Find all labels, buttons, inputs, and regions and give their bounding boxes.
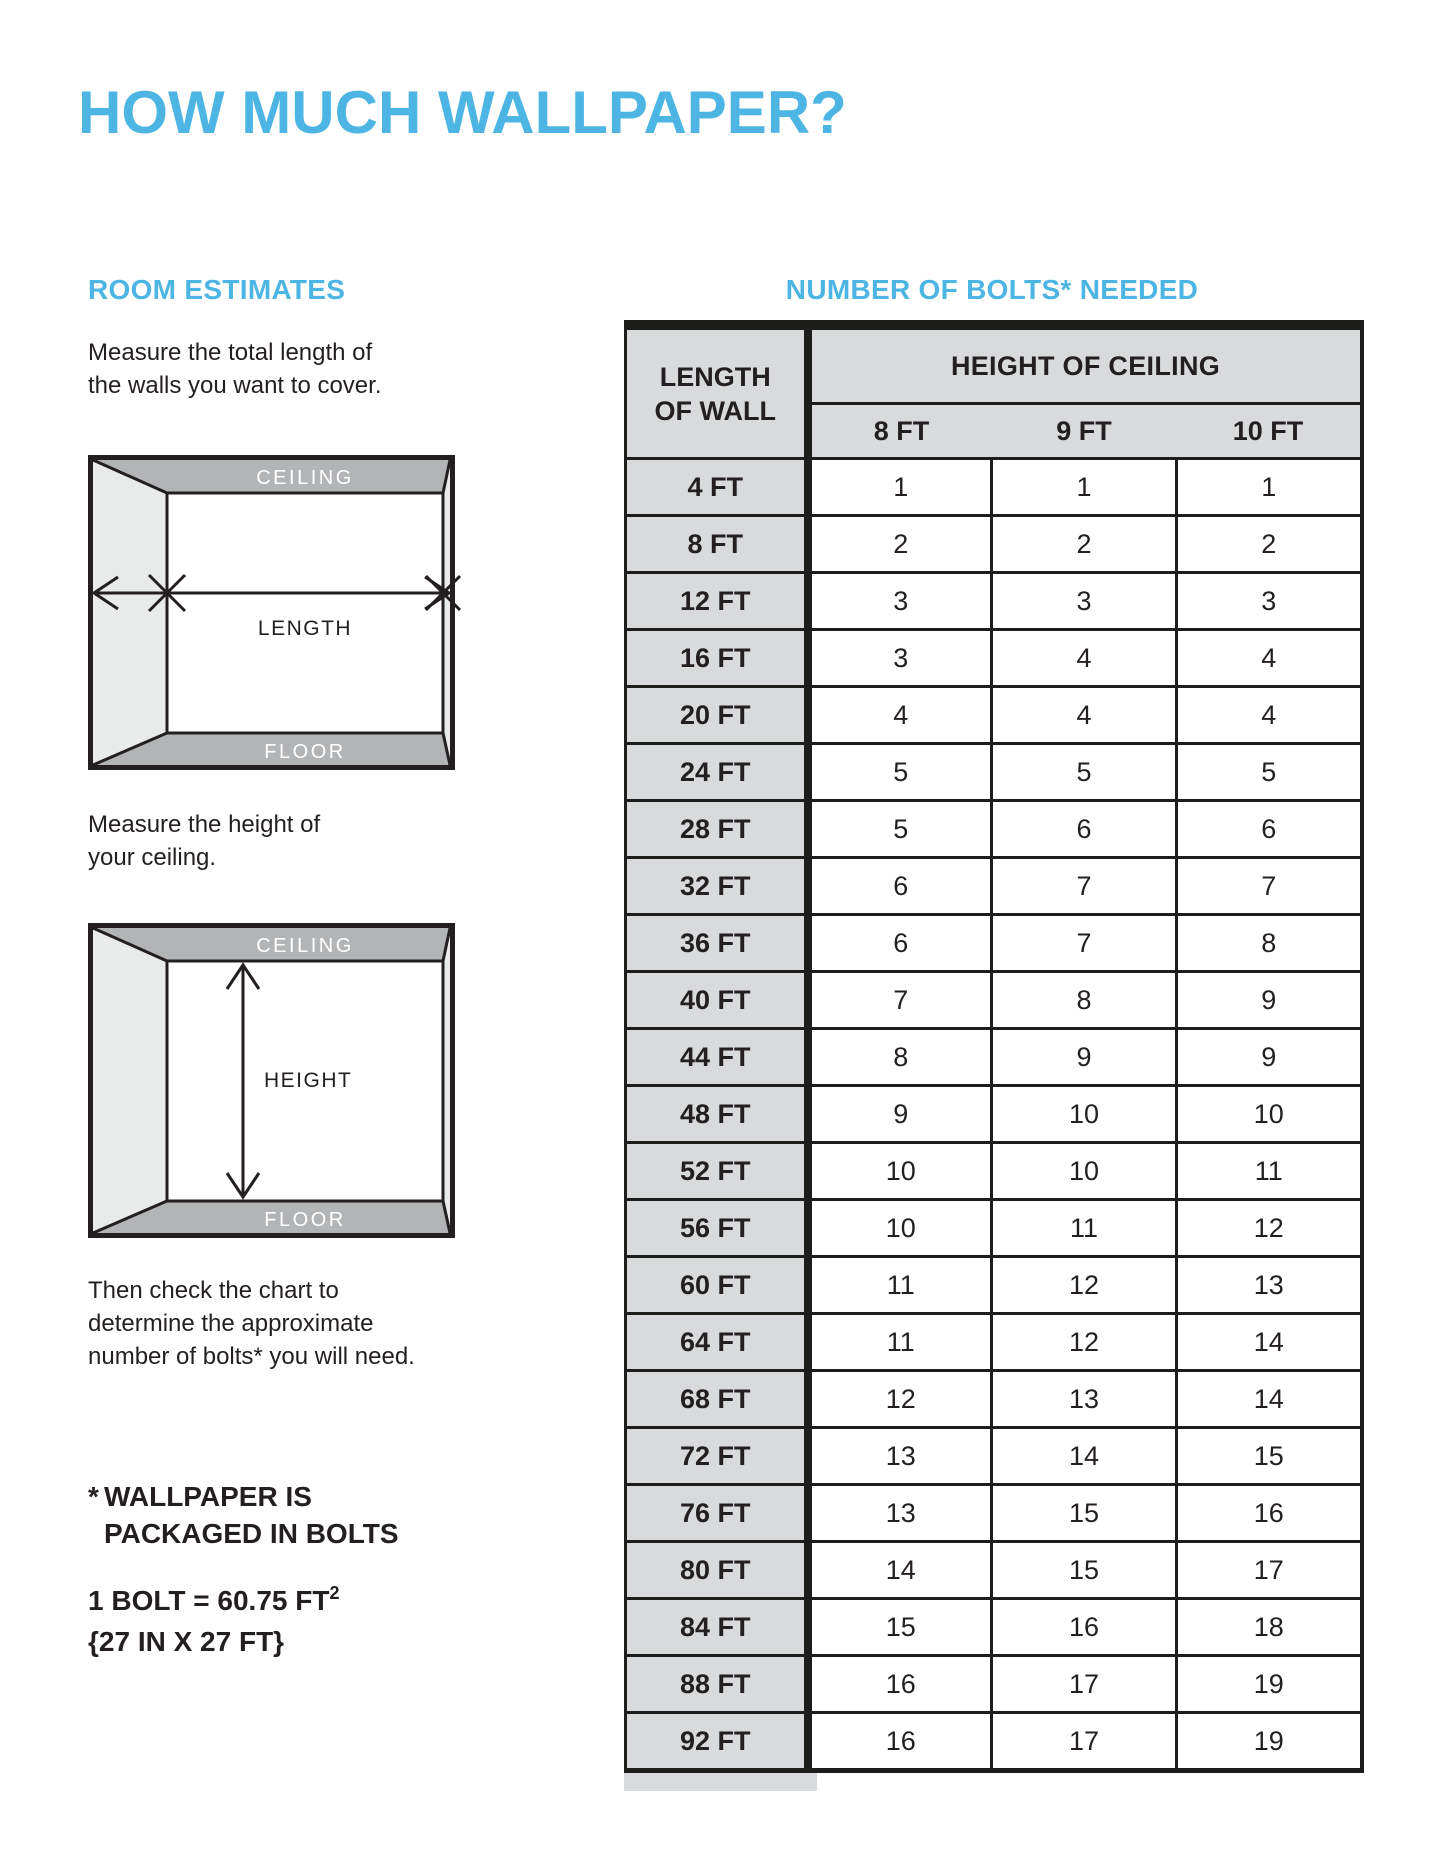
value-cell: 1	[992, 459, 1177, 516]
value-cell: 2	[1177, 516, 1362, 573]
table-row	[626, 1656, 1362, 1713]
value-cell: 5	[808, 801, 992, 858]
table-row	[626, 573, 1362, 630]
value-cell: 1	[808, 459, 992, 516]
length-room-diagram	[88, 455, 455, 770]
row-header-line1: LENGTH	[659, 361, 771, 392]
row-label-cell: 56 FT	[626, 1200, 808, 1257]
value-cell: 8	[992, 972, 1177, 1029]
value-cell: 16	[808, 1713, 992, 1771]
value-cell: 15	[992, 1485, 1177, 1542]
value-cell: 13	[808, 1485, 992, 1542]
table-row	[626, 801, 1362, 858]
step2-line2: your ceiling.	[88, 844, 217, 871]
value-cell: 12	[992, 1257, 1177, 1314]
value-cell: 13	[808, 1428, 992, 1485]
value-cell: 16	[992, 1599, 1177, 1656]
value-cell: 6	[808, 858, 992, 915]
row-label-cell: 40 FT	[626, 972, 808, 1029]
value-cell: 3	[808, 630, 992, 687]
row-label-cell: 68 FT	[626, 1371, 808, 1428]
step3-line1: Then check the chart to	[88, 1277, 339, 1304]
step3-line2: determine the approximate	[88, 1310, 374, 1337]
footnote-line2	[88, 1515, 399, 1552]
row-label-cell: 92 FT	[626, 1713, 808, 1771]
row-label-cell: 52 FT	[626, 1143, 808, 1200]
table-row	[626, 1371, 1362, 1428]
value-cell: 9	[1177, 1029, 1362, 1086]
row-label-cell: 4 FT	[626, 459, 808, 516]
value-cell: 4	[992, 630, 1177, 687]
value-cell: 13	[1177, 1257, 1362, 1314]
value-cell: 7	[992, 915, 1177, 972]
value-cell: 15	[1177, 1428, 1362, 1485]
value-cell: 14	[1177, 1371, 1362, 1428]
value-cell: 4	[808, 687, 992, 744]
step2-text	[88, 808, 320, 874]
value-cell: 8	[1177, 915, 1362, 972]
bolts-table-heading: NUMBER OF BOLTS* NEEDED	[785, 274, 1199, 305]
value-cell: 11	[808, 1314, 992, 1371]
table-row	[626, 1143, 1362, 1200]
bolt-definition	[88, 1582, 339, 1660]
row-label-cell: 64 FT	[626, 1314, 808, 1371]
value-cell: 2	[808, 516, 992, 573]
row-label-cell: 28 FT	[626, 801, 808, 858]
row-label-cell: 8 FT	[626, 516, 808, 573]
value-cell: 7	[992, 858, 1177, 915]
value-cell: 17	[992, 1656, 1177, 1713]
table-row	[626, 1200, 1362, 1257]
value-cell: 13	[992, 1371, 1177, 1428]
value-cell: 11	[992, 1200, 1177, 1257]
value-cell: 12	[992, 1314, 1177, 1371]
value-cell: 1	[1177, 459, 1362, 516]
value-cell: 3	[992, 573, 1177, 630]
value-cell: 6	[808, 915, 992, 972]
row-label-cell: 44 FT	[626, 1029, 808, 1086]
value-cell: 3	[1177, 573, 1362, 630]
value-cell: 10	[992, 1143, 1177, 1200]
column-header-9ft: 9 FT	[992, 404, 1177, 459]
row-header-cell	[626, 325, 808, 459]
value-cell: 15	[992, 1542, 1177, 1599]
length-room-svg	[88, 455, 455, 770]
back-wall-face	[167, 493, 443, 733]
value-cell: 17	[992, 1713, 1177, 1771]
row-label-cell: 48 FT	[626, 1086, 808, 1143]
row-label-cell: 76 FT	[626, 1485, 808, 1542]
height-room-diagram	[88, 923, 455, 1238]
value-cell: 9	[992, 1029, 1177, 1086]
table-row	[626, 1428, 1362, 1485]
bolts-table-wrap	[624, 320, 1360, 1773]
length-measure-label: LENGTH	[257, 617, 353, 640]
table-row	[626, 1029, 1362, 1086]
value-cell: 14	[808, 1542, 992, 1599]
table-row	[626, 1713, 1362, 1771]
bolts-table-body	[626, 459, 1362, 1771]
table-row	[626, 516, 1362, 573]
table-bottom-tab	[624, 1773, 817, 1791]
value-cell: 8	[808, 1029, 992, 1086]
bolt-equation-superscript: 2	[329, 1583, 340, 1603]
value-cell: 12	[1177, 1200, 1362, 1257]
table-header-row	[626, 325, 1362, 404]
asterisk: *	[88, 1481, 99, 1512]
table-row	[626, 630, 1362, 687]
group-header-cell: HEIGHT OF CEILING	[808, 325, 1362, 404]
bolts-footnote	[88, 1478, 399, 1552]
table-row	[626, 687, 1362, 744]
table-row	[626, 1599, 1362, 1656]
step3-line3: number of bolts* you will need.	[88, 1343, 415, 1370]
value-cell: 2	[992, 516, 1177, 573]
value-cell: 9	[1177, 972, 1362, 1029]
value-cell: 18	[1177, 1599, 1362, 1656]
value-cell: 7	[808, 972, 992, 1029]
table-row	[626, 972, 1362, 1029]
floor-label: FLOOR	[264, 1209, 346, 1231]
row-label-cell: 32 FT	[626, 858, 808, 915]
footnote-line1	[88, 1478, 399, 1515]
footnote-line1-text: WALLPAPER IS	[104, 1481, 312, 1512]
value-cell: 5	[1177, 744, 1362, 801]
height-measure-label: HEIGHT	[264, 1069, 353, 1092]
table-row	[626, 858, 1362, 915]
value-cell: 10	[992, 1086, 1177, 1143]
bolt-dimensions: {27 IN X 27 FT}	[88, 1626, 285, 1657]
value-cell: 16	[1177, 1485, 1362, 1542]
row-label-cell: 20 FT	[626, 687, 808, 744]
row-label-cell: 88 FT	[626, 1656, 808, 1713]
row-label-cell: 72 FT	[626, 1428, 808, 1485]
value-cell: 17	[1177, 1542, 1362, 1599]
step3-text	[88, 1274, 415, 1373]
ceiling-label: CEILING	[256, 935, 354, 957]
ceiling-label: CEILING	[256, 467, 354, 489]
row-header-line2: OF WALL	[654, 395, 776, 426]
value-cell: 11	[1177, 1143, 1362, 1200]
value-cell: 4	[1177, 687, 1362, 744]
room-estimates-heading: ROOM ESTIMATES	[88, 274, 346, 305]
step2-line1: Measure the height of	[88, 811, 321, 838]
value-cell: 10	[808, 1143, 992, 1200]
value-cell: 4	[1177, 630, 1362, 687]
row-label-cell: 24 FT	[626, 744, 808, 801]
height-room-svg	[88, 923, 455, 1238]
row-label-cell: 84 FT	[626, 1599, 808, 1656]
step1-line2: the walls you want to cover.	[88, 372, 382, 399]
page-title: HOW MUCH WALLPAPER?	[78, 79, 847, 146]
floor-label: FLOOR	[264, 741, 346, 763]
table-row	[626, 915, 1362, 972]
table-row	[626, 1314, 1362, 1371]
value-cell: 19	[1177, 1656, 1362, 1713]
step1-text	[88, 336, 381, 402]
value-cell: 5	[992, 744, 1177, 801]
table-row	[626, 1485, 1362, 1542]
value-cell: 3	[808, 573, 992, 630]
table-row	[626, 459, 1362, 516]
left-wall-face	[93, 460, 167, 765]
table-row	[626, 1542, 1362, 1599]
bolts-table	[624, 320, 1364, 1773]
column-header-8ft: 8 FT	[808, 404, 992, 459]
value-cell: 14	[992, 1428, 1177, 1485]
value-cell: 10	[1177, 1086, 1362, 1143]
footnote-line2-text: PACKAGED IN BOLTS	[104, 1518, 399, 1549]
bolt-equation	[88, 1582, 339, 1623]
table-row	[626, 1086, 1362, 1143]
row-label-cell: 12 FT	[626, 573, 808, 630]
value-cell: 5	[808, 744, 992, 801]
value-cell: 15	[808, 1599, 992, 1656]
value-cell: 12	[808, 1371, 992, 1428]
value-cell: 9	[808, 1086, 992, 1143]
step1-line1: Measure the total length of	[88, 339, 373, 366]
table-row	[626, 744, 1362, 801]
value-cell: 7	[1177, 858, 1362, 915]
left-wall-face	[93, 928, 167, 1233]
value-cell: 14	[1177, 1314, 1362, 1371]
column-header-10ft: 10 FT	[1177, 404, 1362, 459]
value-cell: 4	[992, 687, 1177, 744]
row-label-cell: 16 FT	[626, 630, 808, 687]
value-cell: 11	[808, 1257, 992, 1314]
bolt-equation-base: 1 BOLT = 60.75 FT	[88, 1585, 330, 1616]
row-label-cell: 36 FT	[626, 915, 808, 972]
value-cell: 19	[1177, 1713, 1362, 1771]
value-cell: 10	[808, 1200, 992, 1257]
row-label-cell: 80 FT	[626, 1542, 808, 1599]
row-label-cell: 60 FT	[626, 1257, 808, 1314]
value-cell: 6	[1177, 801, 1362, 858]
table-row	[626, 1257, 1362, 1314]
value-cell: 16	[808, 1656, 992, 1713]
value-cell: 6	[992, 801, 1177, 858]
